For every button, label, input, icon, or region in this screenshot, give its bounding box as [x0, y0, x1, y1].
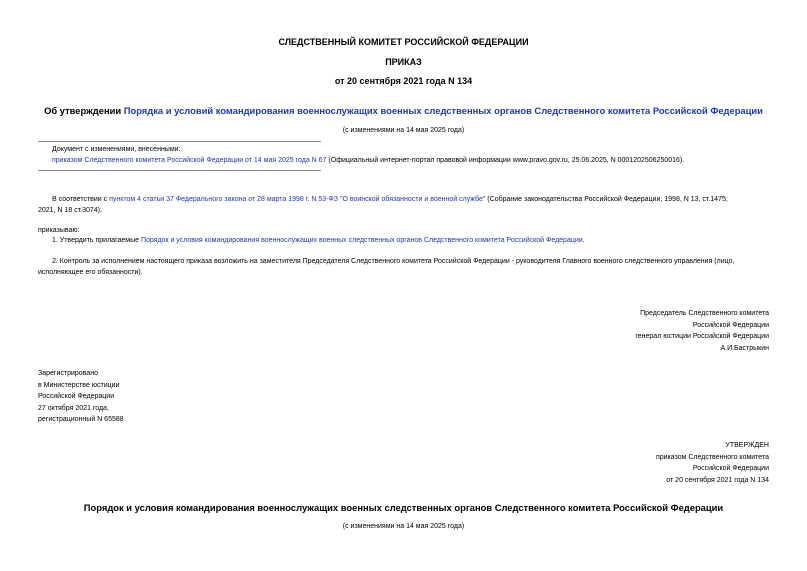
amending-order-link[interactable]: приказом Следственного комитета Российской Федерации от 14 мая 2025 года N 67 [52, 157, 327, 164]
item-2-line2: исполняющее его обязанности). [38, 269, 143, 276]
signature-rank: генерал юстиции Российской Федерации [635, 333, 769, 340]
preamble-line2: 2021, N 18 ст.3074), [38, 207, 102, 214]
approved-line-2: приказом Следственного комитета [655, 453, 769, 461]
changes-bottom-divider [38, 170, 321, 171]
document-title [0, 105, 807, 116]
procedure-link[interactable]: Порядок и условия командирования военнослужащих военных следственных органов Следственного комитета Российской Федерации [140, 237, 583, 244]
title-prefix: Об утверждении [44, 105, 124, 116]
changes-source: (Официальный интернет-портал правовой информации www.pravo.gov.ru, 25.06.2025, N 0001202506250016). [326, 157, 685, 164]
doc-type-heading: ПРИКАЗ [385, 57, 422, 67]
approved-line-4: от 20 сентября 2021 года N 134 [666, 476, 769, 484]
order-word: приказываю: [38, 227, 80, 234]
committee-heading: СЛЕДСТВЕННЫЙ КОМИТЕТ РОССИЙСКОЙ ФЕДЕРАЦИИ [278, 37, 529, 47]
approved-block [469, 440, 769, 486]
item-1-prefix: 1. Утвердить прилагаемые [52, 237, 141, 244]
revision-note: (с изменениями на 14 мая 2025 года) [342, 127, 465, 134]
appendix-revision-note: (с изменениями на 14 мая 2025 года) [342, 523, 465, 530]
changes-intro: Документ с изменениями, внесенными: [52, 146, 181, 153]
registration-line-2: в Министерстве юстиции [38, 381, 120, 389]
registration-line-1: Зарегистрировано [38, 370, 98, 377]
approved-label: УТВЕРЖДЕН [725, 442, 769, 449]
preamble-prefix: В соответствии с [52, 196, 110, 203]
preamble-line1 [52, 194, 728, 206]
registration-line-4: 27 октября 2021 года, [38, 404, 109, 412]
date-number-heading: от 20 сентября 2021 года N 134 [334, 76, 473, 86]
item-1-tail: . [582, 237, 585, 244]
preamble-tail: (Собрание законодательства Российской Федерации, 1998, N 13, ст.1475; [485, 196, 728, 203]
approved-line-3: Российской Федерации [692, 465, 769, 472]
item-2-line1: 2. Контроль за исполнением настоящего приказа возложить на заместителя Председателя Следственного комитета Российской Федерации - руководителя Главного военного следственного управления (лицо, [52, 258, 735, 265]
signature-name: А.И.Бастрыкин [720, 344, 769, 352]
appendix-title: Порядок и условия командирования военнослужащих военных следственных органов Следственного комитета Российской Федерации [83, 502, 724, 513]
changes-top-divider [38, 141, 321, 142]
registration-line-5: регистрационный N 65588 [38, 416, 124, 423]
registration-block [38, 368, 238, 426]
title-link[interactable]: Порядка и условий командирования военнослужащих военных следственных органов Следственного комитета Российской Федерации [123, 105, 763, 116]
federal-law-link[interactable]: пунктом 4 статьи 37 Федерального закона от 28 марта 1998 г. N 53-ФЗ "О воинской обязанности и военной службе" [109, 196, 486, 203]
changes-entry [52, 155, 684, 167]
registration-line-3: Российской Федерации [38, 393, 115, 400]
signature-country: Российской Федерации [692, 321, 769, 329]
signature-block [469, 308, 769, 354]
signature-position: Председатель Следственного комитета [640, 310, 769, 317]
item-1 [52, 235, 585, 247]
